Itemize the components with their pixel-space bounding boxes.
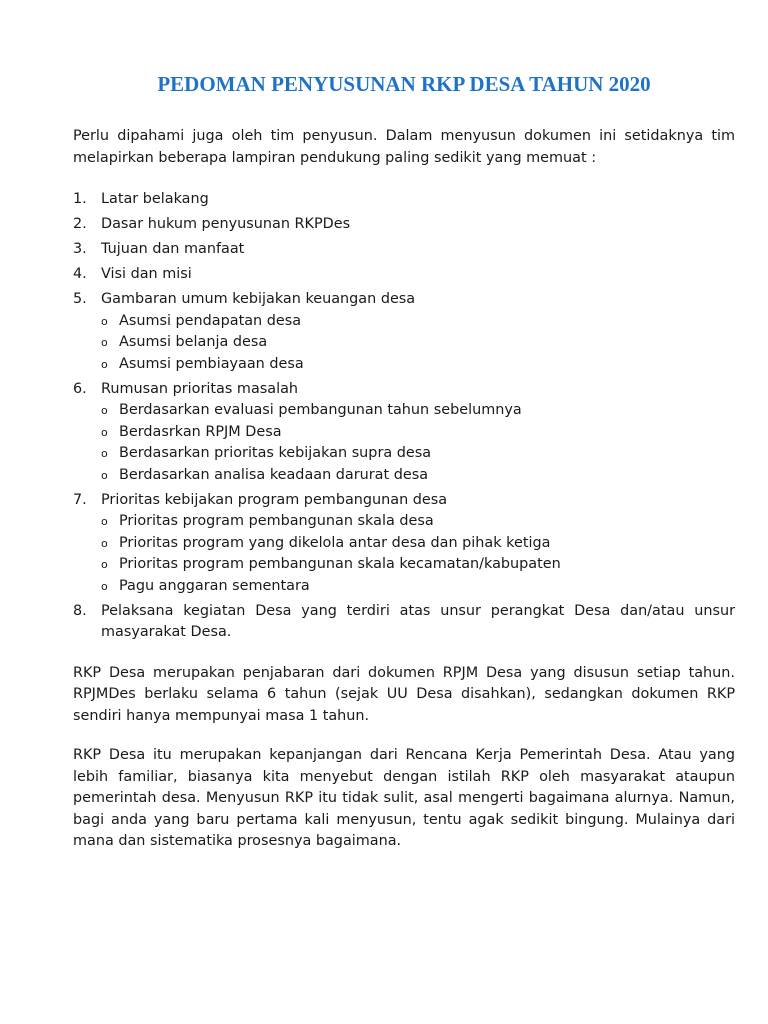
- sub-list-item-text: Prioritas program pembangunan skala desa: [119, 513, 434, 529]
- list-item: [73, 490, 735, 598]
- circle-bullet-icon: o: [101, 447, 108, 460]
- circle-bullet-icon: o: [101, 579, 108, 593]
- sub-list-item-text: Prioritas program pembangunan skala kecamatan/kabupaten: [119, 556, 561, 572]
- sub-list-item-text: Berdasarkan analisa keadaan darurat desa: [119, 466, 429, 483]
- sub-list-item-text: Berdasarkan evaluasi pembangunan tahun sebelumnya: [119, 402, 522, 418]
- sub-list: [101, 400, 735, 486]
- list-item-number: 6.: [73, 380, 87, 397]
- circle-bullet-icon: o: [101, 357, 108, 371]
- circle-bullet-icon: o: [101, 314, 108, 328]
- sub-list-item: [101, 533, 735, 555]
- sub-list-item-text: Berdasrkan RPJM Desa: [119, 423, 282, 440]
- circle-bullet-icon: o: [101, 425, 108, 439]
- sub-list-item: [101, 511, 735, 533]
- list-item-text: Gambaran umum kebijakan keuangan desa: [101, 291, 416, 307]
- sub-list-item-text: Asumsi pendapatan desa: [119, 312, 302, 329]
- attachment-list: [73, 189, 735, 644]
- list-item: [73, 264, 735, 286]
- list-item-text: Prioritas kebijakan program pembangunan desa: [101, 491, 448, 508]
- list-item-number: 3.: [73, 241, 87, 257]
- list-item-text: Visi dan misi: [101, 266, 192, 282]
- list-item: [73, 601, 735, 644]
- sub-list-item-text: Prioritas program yang dikelola antar desa dan pihak ketiga: [119, 534, 551, 551]
- circle-bullet-icon: o: [101, 404, 108, 417]
- list-item-number: 4.: [73, 266, 87, 282]
- paragraph-rkp-definition: RKP Desa merupakan penjabaran dari dokumen RPJM Desa yang disusun setiap tahun. RPJMDes berlaku selama 6 tahun (sejak UU Desa disahkan), sedangkan dokumen RKP sendiri hanya mempunyai masa 1 tahun.: [73, 664, 735, 724]
- sub-list-item: [101, 332, 735, 354]
- sub-list-item: [101, 576, 735, 598]
- list-item: [73, 379, 735, 487]
- sub-list-item: [101, 354, 735, 376]
- list-item-number: 2.: [73, 216, 87, 232]
- list-item: [73, 189, 735, 211]
- sub-list: [101, 311, 735, 376]
- circle-bullet-icon: o: [101, 536, 108, 550]
- list-item-number: 7.: [73, 491, 87, 508]
- list-item-number: 8.: [73, 602, 87, 619]
- sub-list-item-text: Asumsi pembiayaan desa: [119, 355, 304, 372]
- circle-bullet-icon: o: [101, 558, 108, 571]
- list-item-text: Tujuan dan manfaat: [101, 241, 245, 257]
- sub-list-item: [101, 311, 735, 333]
- sub-list-item-text: Pagu anggaran sementara: [119, 577, 310, 594]
- circle-bullet-icon: o: [101, 336, 108, 349]
- sub-list: [101, 511, 735, 597]
- sub-list-item: [101, 443, 735, 465]
- list-item-text: Latar belakang: [101, 191, 209, 207]
- intro-paragraph: Perlu dipahami juga oleh tim penyusun. Dalam menyusun dokumen ini setidaknya tim melapirkan beberapa lampiran pendukung paling sedikit yang memuat :: [73, 128, 735, 166]
- sub-list-item: [101, 422, 735, 444]
- document-title: PEDOMAN PENYUSUNAN RKP DESA TAHUN 2020: [157, 72, 651, 96]
- sub-list-item-text: Berdasarkan prioritas kebijakan supra desa: [119, 445, 432, 461]
- list-item: [73, 214, 735, 236]
- document-body: [73, 126, 735, 853]
- list-item: [73, 239, 735, 261]
- circle-bullet-icon: o: [101, 515, 108, 528]
- list-item: [73, 289, 735, 375]
- list-item-text: Pelaksana kegiatan Desa yang terdiri atas unsur perangkat Desa dan/atau unsur masyarakat Desa.: [101, 602, 735, 640]
- sub-list-item-text: Asumsi belanja desa: [119, 334, 268, 350]
- list-item-number: 5.: [73, 291, 87, 307]
- circle-bullet-icon: o: [101, 468, 108, 482]
- paragraph-rkp-explanation: RKP Desa itu merupakan kepanjangan dari Rencana Kerja Pemerintah Desa. Atau yang lebih familiar, biasanya kita menyebut dengan istilah RKP oleh masyarakat ataupun pemerintah desa. Menyusun RKP itu tidak sulit, asal mengerti bagaimana alurnya. Namun, bagi anda yang baru pertama kali menyusun, tentu agak sedikit bingung. Mulainya dari mana dan sistematika prosesnya bagaimana.: [73, 747, 735, 849]
- sub-list-item: [101, 400, 735, 422]
- sub-list-item: [101, 465, 735, 487]
- list-item-number: 1.: [73, 191, 87, 207]
- list-item-text: Dasar hukum penyusunan RKPDes: [101, 216, 351, 232]
- sub-list-item: [101, 554, 735, 576]
- list-item-text: Rumusan prioritas masalah: [101, 380, 299, 397]
